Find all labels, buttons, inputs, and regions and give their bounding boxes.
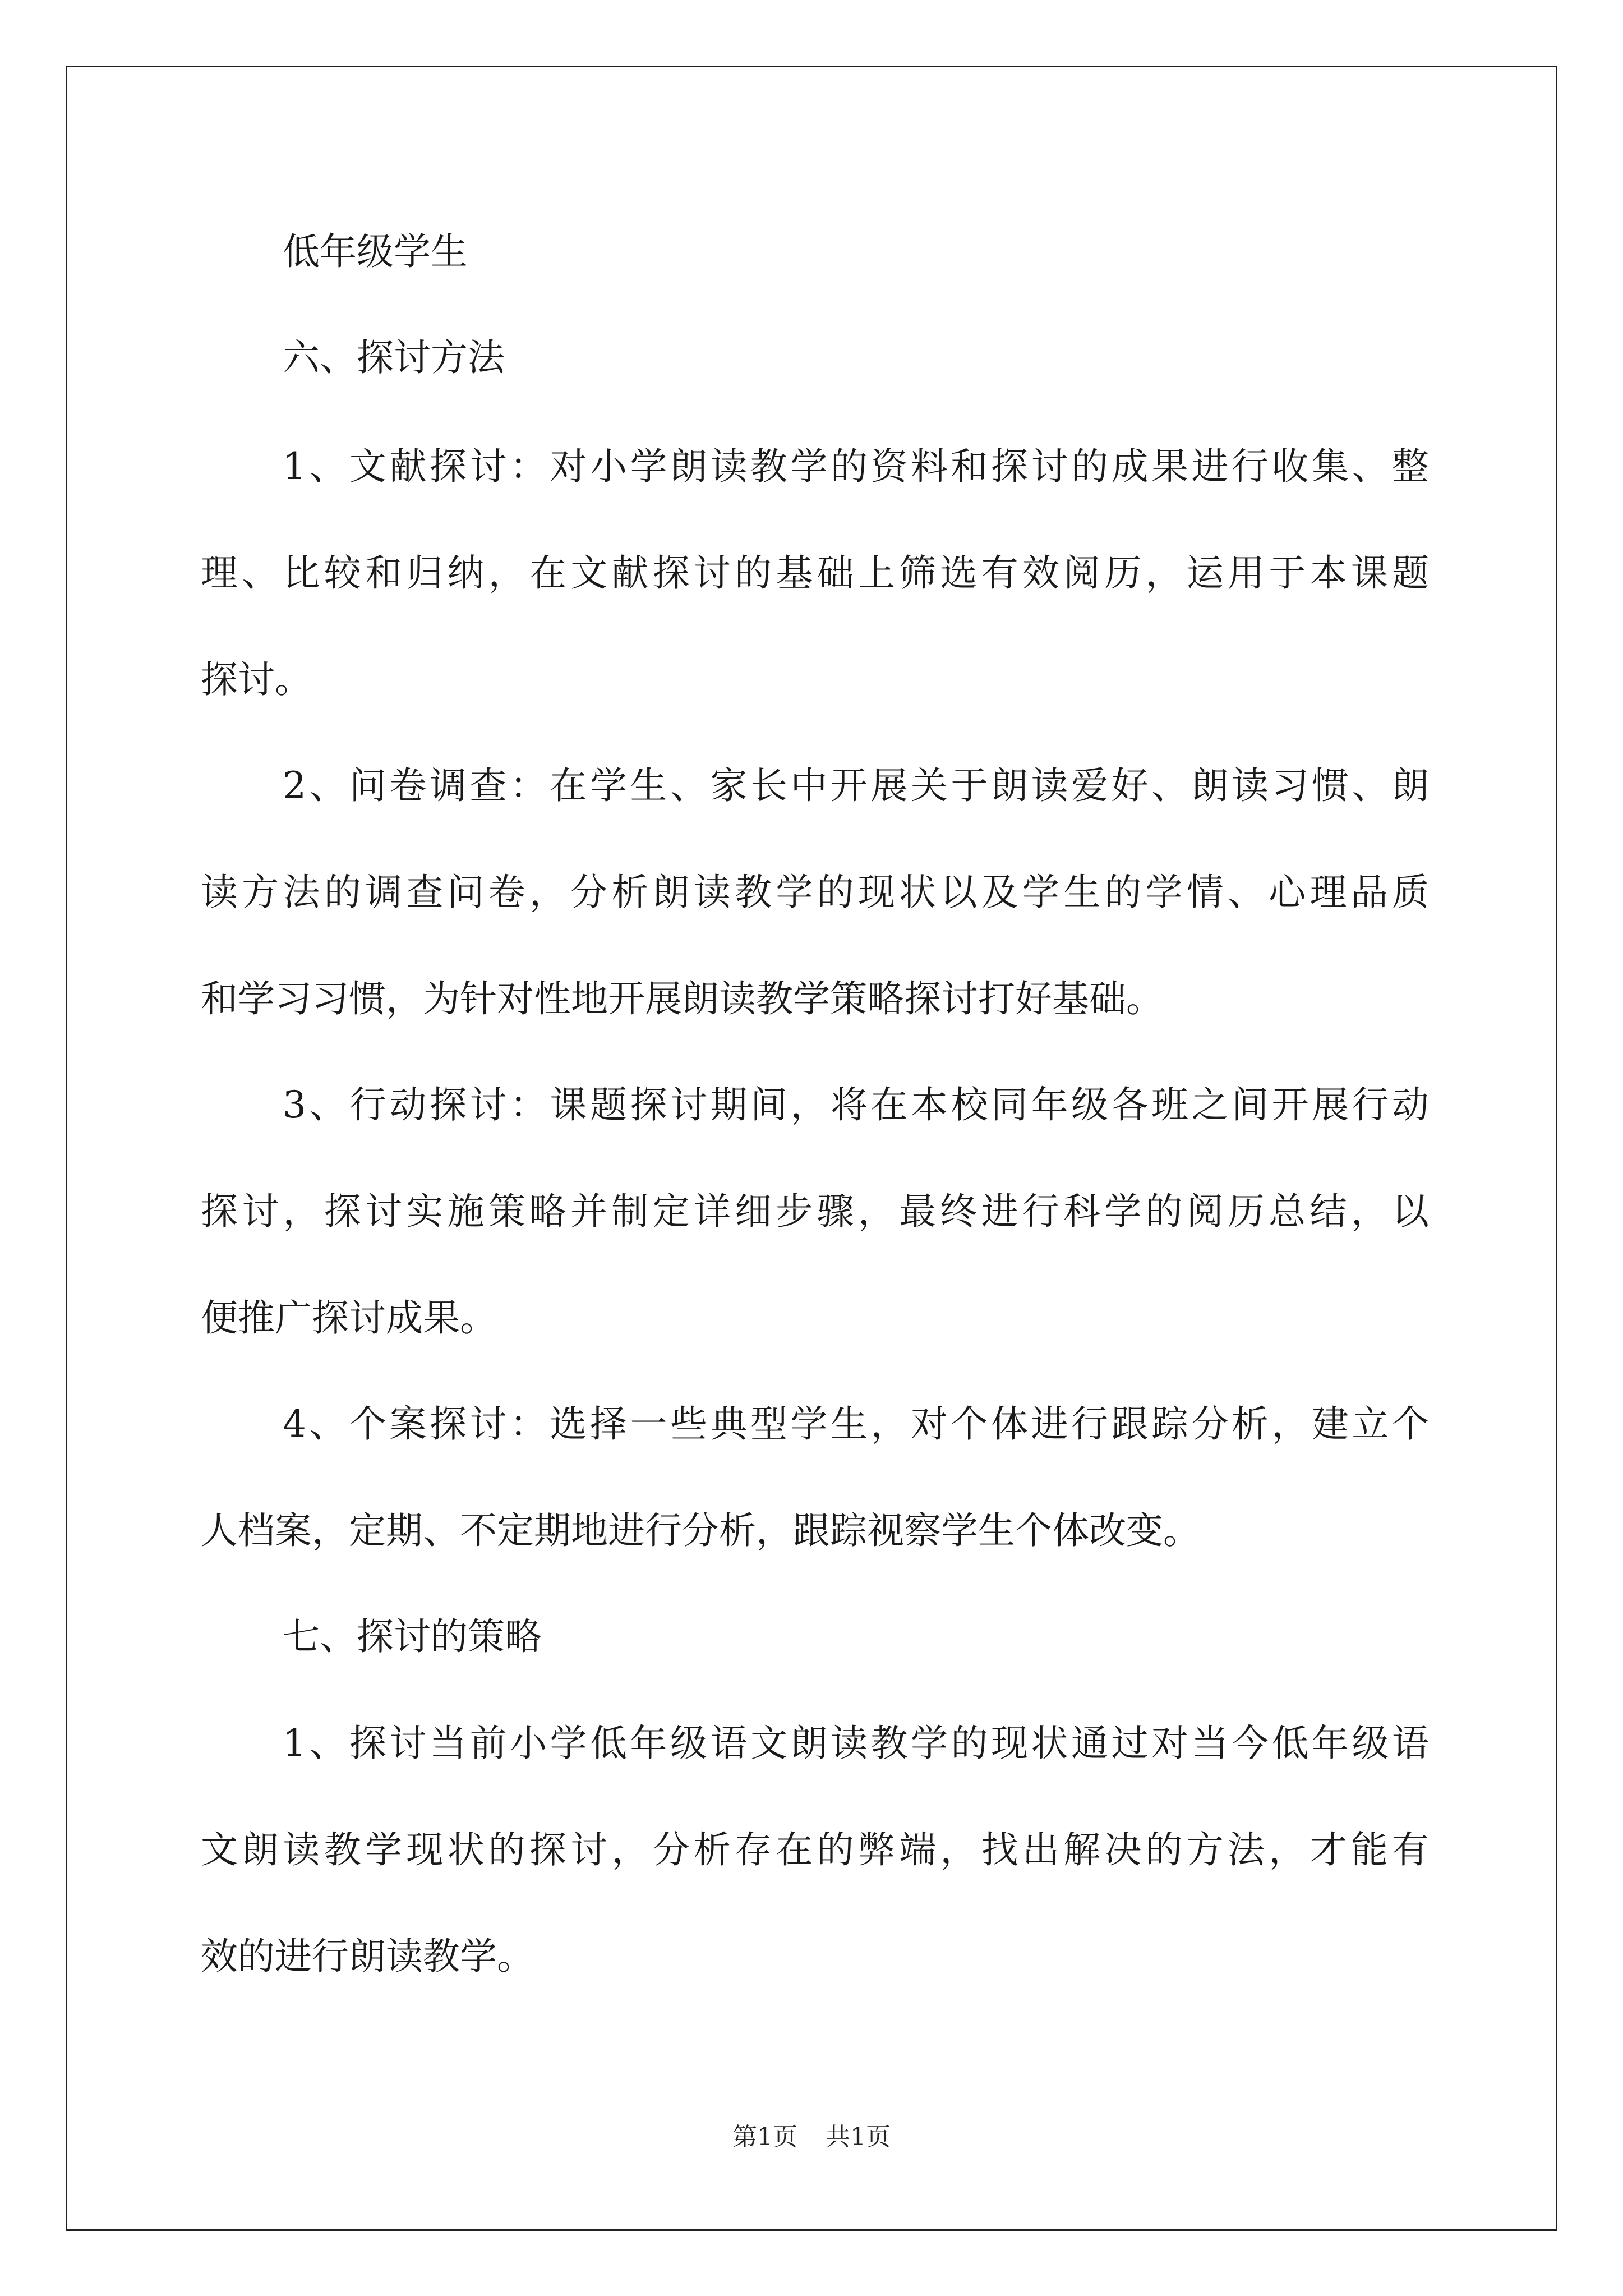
paragraph-line: 1、探讨当前小学低年级语文朗读教学的现状通过对当今低年级语 [283,1722,1429,1765]
paragraph-line: 4、个案探讨：选择一些典型学生，对个体进行跟踪分析，建立个 [283,1402,1429,1446]
paragraph-line: 3、行动探讨：课题探讨期间，将在本校同年级各班之间开展行动 [283,1083,1429,1126]
paragraph-line: 人档案，定期、不定期地进行分析，跟踪视察学生个体改变。 [201,1509,1200,1552]
paragraph-line: 文朗读教学现状的探讨，分析存在的弊端，找出解决的方法，才能有 [201,1828,1429,1871]
paragraph-line: 读方法的调查问卷，分析朗读教学的现状以及学生的学情、心理品质 [201,871,1429,914]
section-heading: 六、探讨方法 [283,336,505,379]
paragraph-line: 2、问卷调查：在学生、家长中开展关于朗读爱好、朗读习惯、朗 [283,764,1429,807]
paragraph-line: 效的进行朗读教学。 [201,1935,534,1978]
paragraph-line: 便推广探讨成果。 [201,1296,497,1340]
paragraph-line: 1、文献探讨：对小学朗读教学的资料和探讨的成果进行收集、整 [283,445,1429,488]
paragraph-line: 探讨。 [201,658,312,701]
paragraph-line: 探讨，探讨实施策略并制定详细步骤，最终进行科学的阅历总结，以 [201,1190,1429,1233]
page-number-total: 共1页 [826,2123,891,2151]
page-border [66,66,1557,2231]
paragraph-line: 理、比较和归纳，在文献探讨的基础上筛选有效阅历，运用于本课题 [201,551,1429,595]
section-heading: 七、探讨的策略 [283,1615,542,1658]
page-number-current: 第1页 [732,2123,797,2151]
paragraph-line: 和学习习惯，为针对性地开展朗读教学策略探讨打好基础。 [201,977,1163,1020]
paragraph-line: 低年级学生 [283,230,468,273]
page-footer [0,2120,1623,2154]
